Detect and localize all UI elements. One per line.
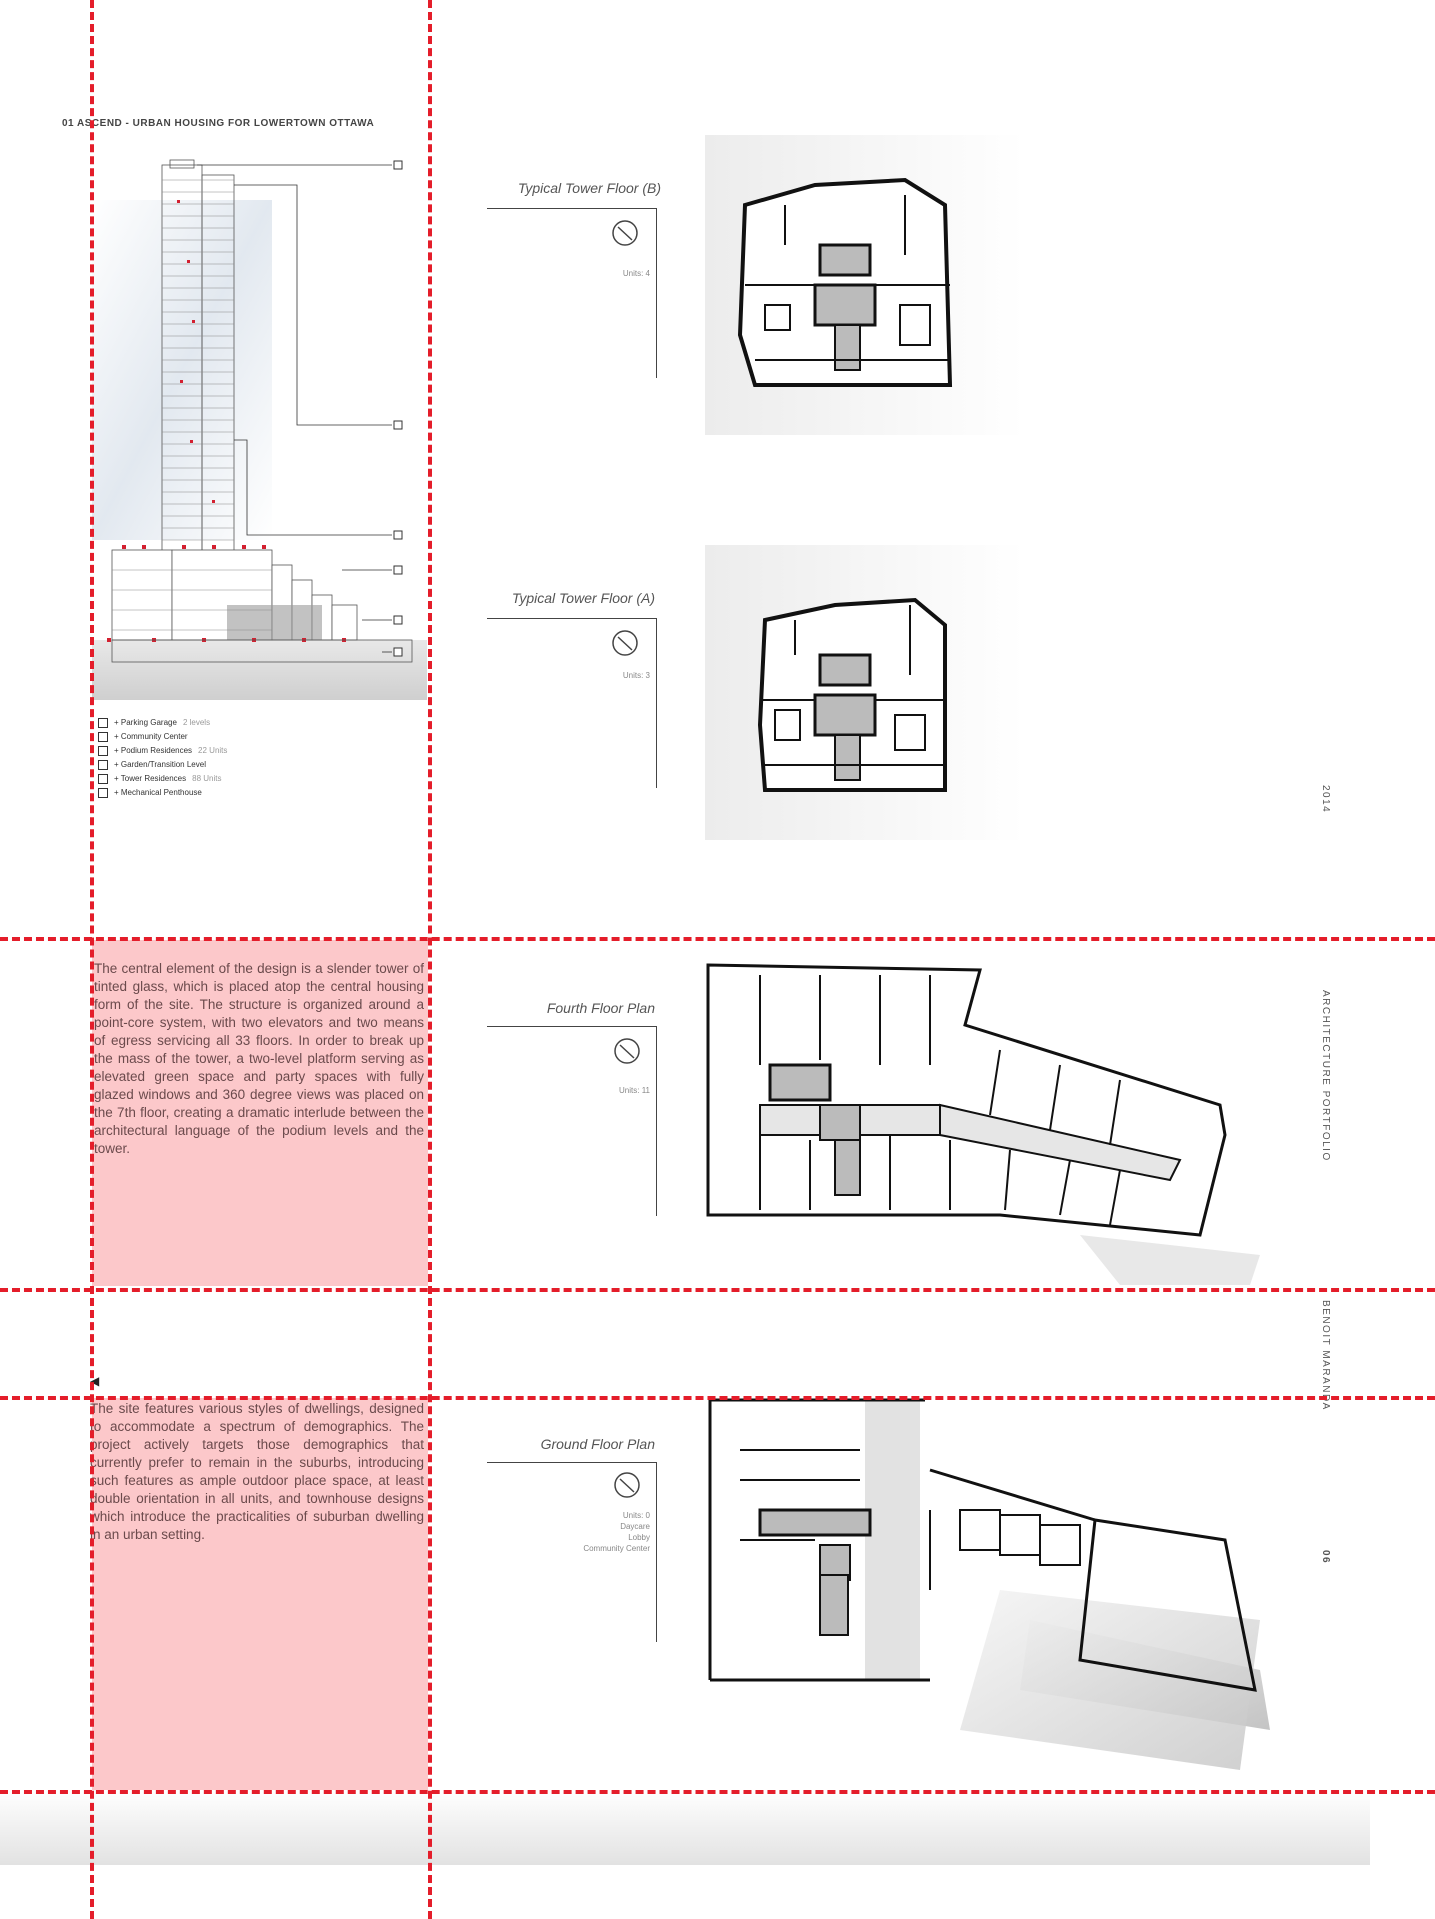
legend-key-icon xyxy=(98,774,108,784)
north-arrow-icon xyxy=(612,1470,642,1505)
layout-guide-horizontal xyxy=(0,1288,1435,1292)
plan-meta: Units: 0 Daycare Lobby Community Center xyxy=(583,1511,650,1553)
legend-key-icon xyxy=(98,732,108,742)
legend-item: + Tower Residences 88 Units xyxy=(98,772,348,786)
legend-key-icon xyxy=(98,718,108,728)
layout-guide-horizontal xyxy=(0,1790,1435,1794)
footer-band xyxy=(0,1790,1370,1865)
plan-title-ground: Ground Floor Plan xyxy=(540,1436,655,1452)
author-label: BENOIT MARANDA xyxy=(1320,1300,1331,1411)
floor-plan-tower-b xyxy=(705,135,1025,440)
plan-meta: Units: 4 xyxy=(622,269,650,278)
plan-title-tower-b: Typical Tower Floor (B) xyxy=(517,180,661,196)
plan-divider xyxy=(656,208,657,378)
floor-plan-fourth xyxy=(700,955,1260,1290)
legend-key-icon xyxy=(98,760,108,770)
section-drawing xyxy=(92,140,427,700)
north-arrow-icon xyxy=(610,218,640,253)
plan-title-fourth: Fourth Floor Plan xyxy=(546,1000,655,1016)
year-label: 2014 xyxy=(1320,785,1331,814)
legend-item: + Garden/Transition Level xyxy=(98,758,348,772)
legend-item: + Parking Garage 2 levels xyxy=(98,716,348,730)
legend-key-icon xyxy=(98,788,108,798)
legend-key-icon xyxy=(98,746,108,756)
legend-item: + Mechanical Penthouse xyxy=(98,786,348,800)
plan-divider xyxy=(487,1462,657,1463)
portfolio-label: ARCHITECTURE PORTFOLIO xyxy=(1320,990,1331,1162)
paragraph-dwellings: The site features various styles of dwellings, designed to accommodate a spectrum of demographics. The project actively targets those demographics that currently prefer to remain in the suburbs, introducing such features as ample outdoor place space, at least double orientation in all units, and townhouse designs which introduce the practicalities of suburban dwelling in an urban setting. xyxy=(90,1401,424,1542)
north-arrow-icon xyxy=(612,1036,642,1071)
layout-guide-horizontal xyxy=(0,937,1435,941)
layout-guide-horizontal xyxy=(0,1396,1435,1400)
project-title: 01 ASCEND - URBAN HOUSING FOR LOWERTOWN OTTAWA xyxy=(62,118,375,129)
floor-plan-ground xyxy=(700,1390,1310,1795)
plan-meta: Units: 3 xyxy=(622,671,650,680)
north-arrow-icon xyxy=(610,628,640,663)
plan-divider xyxy=(656,1462,657,1642)
legend-item: + Community Center xyxy=(98,730,348,744)
plan-divider xyxy=(656,618,657,788)
legend xyxy=(98,716,348,800)
plan-divider xyxy=(487,618,657,619)
page-number: 06 xyxy=(1320,1550,1331,1565)
plan-divider xyxy=(656,1026,657,1216)
triangle-left-icon: ◀ xyxy=(90,1374,100,1388)
layout-guide-vertical xyxy=(90,0,94,1919)
legend-item: + Podium Residences 22 Units xyxy=(98,744,348,758)
floor-plan-tower-a xyxy=(705,545,1025,845)
plan-title-tower-a: Typical Tower Floor (A) xyxy=(511,590,655,606)
plan-divider xyxy=(487,1026,657,1027)
plan-divider xyxy=(487,208,657,209)
layout-guide-vertical xyxy=(428,0,432,1919)
paragraph-tower: The central element of the design is a slender tower of tinted glass, which is placed atop the central housing form of the site. The structure is organized around a point-core system, with two elevators and two means of egress servicing all 33 floors. In order to break up the mass of the tower, a two-level platform serving as elevated green space and party spaces with fully glazed windows and 360 degree views was placed on the 7th floor, creating a dramatic interlude between the architectural language of the podium levels and the tower. xyxy=(94,961,424,1156)
plan-meta: Units: 11 xyxy=(619,1086,650,1095)
